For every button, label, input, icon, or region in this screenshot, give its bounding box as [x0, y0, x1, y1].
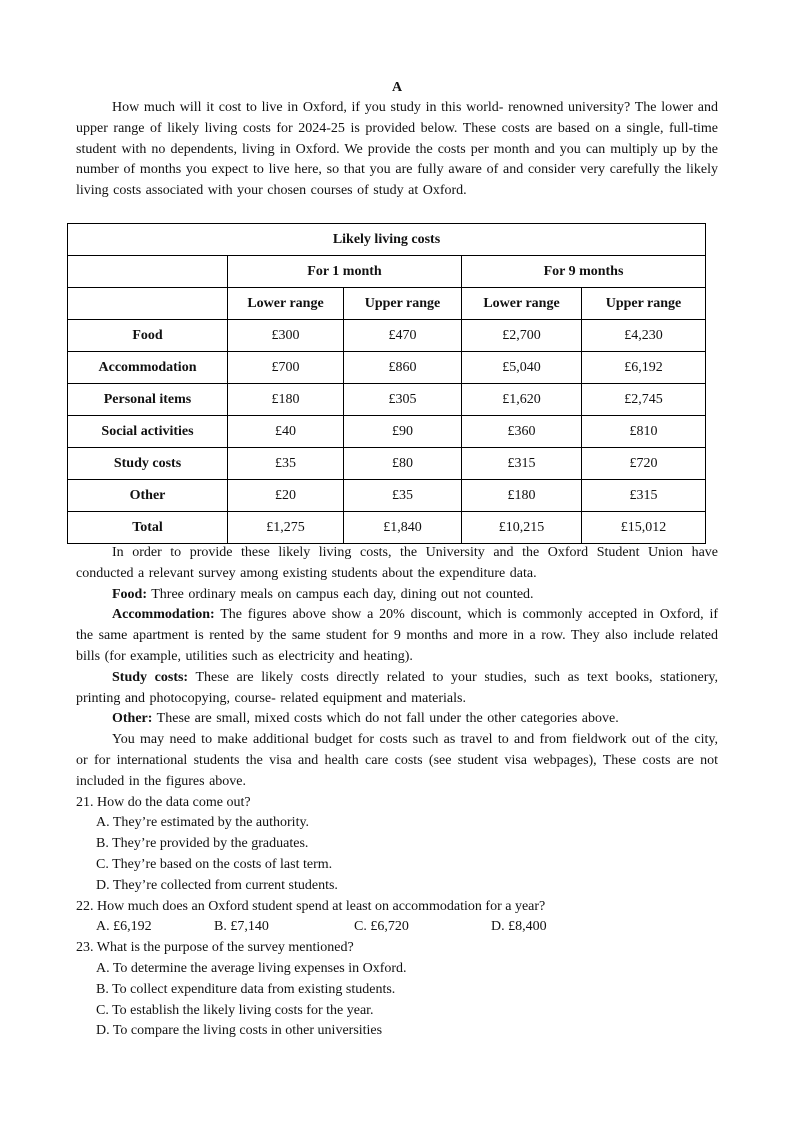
- other-note: [76, 709, 718, 730]
- food-note-text: Three ordinary meals on campus each day, dining out not counted.: [147, 586, 534, 602]
- option-d: D. To compare the living costs in other universities: [96, 1023, 383, 1039]
- cell: £35: [344, 480, 462, 512]
- cell: £15,012: [582, 512, 706, 544]
- other-note-text: These are small, mixed costs which do not fall under the other categories above.: [152, 711, 619, 727]
- table-row: [68, 448, 706, 480]
- option-a: A. They’re estimated by the authority.: [96, 815, 310, 831]
- notes-and-questions: [76, 543, 718, 1042]
- table-row: [68, 384, 706, 416]
- food-note-label: Food:: [112, 586, 147, 602]
- study-costs-note-text: These are likely costs directly related to your studies, such as text books, stationery, printing and photocopying, course- related equipment and materials.: [76, 669, 718, 706]
- question-stem: 22. How much does an Oxford student spend at least on accommodation for a year?: [76, 898, 546, 914]
- option-c: C. To establish the likely living costs for the year.: [96, 1002, 374, 1018]
- additional-paragraph: You may need to make additional budget for costs such as travel to and from fieldwork out of the city, or for international students the visa and health care costs (see student visa webpages), These costs are not included in the figures above.: [76, 732, 718, 789]
- accommodation-note-label: Accommodation:: [112, 607, 215, 623]
- cell: £80: [344, 448, 462, 480]
- table-subheader-row: [68, 288, 706, 320]
- cell: £180: [462, 480, 582, 512]
- survey-paragraph: In order to provide these likely living costs, the University and the Oxford Student Union have conducted a relevant survey among existing students about the expenditure data.: [76, 545, 718, 581]
- accommodation-note: [76, 605, 718, 667]
- cell: £360: [462, 416, 582, 448]
- study-costs-note: [76, 668, 718, 710]
- food-note: [76, 585, 718, 606]
- table-row: [68, 416, 706, 448]
- cell: £1,840: [344, 512, 462, 544]
- row-label: Accommodation: [68, 352, 228, 384]
- group-header-1-month: For 1 month: [228, 256, 462, 288]
- cell: £2,745: [582, 384, 706, 416]
- row-label: Total: [68, 512, 228, 544]
- cell: £6,192: [582, 352, 706, 384]
- intro-paragraph: How much will it cost to live in Oxford, if you study in this world- renowned university? The lower and upper range of likely living costs for 2024-25 is provided below. These costs are based on a single, full-time student with no dependents, living in Oxford. We provide the costs per month and you can multiply up by the number of months you expect to live here, so that you are fully aware of and consider very carefully the likely living costs associated with your chosen courses of study at Oxford.: [76, 100, 718, 199]
- question-23: [76, 938, 718, 1042]
- cell: £470: [344, 320, 462, 352]
- options-row: [76, 917, 718, 938]
- question-stem: 21. How do the data come out?: [76, 794, 251, 810]
- cell: £35: [228, 448, 344, 480]
- cell: £10,215: [462, 512, 582, 544]
- row-label: Personal items: [68, 384, 228, 416]
- subheader: Upper range: [582, 288, 706, 320]
- option-b: B. £7,140: [214, 919, 269, 935]
- option-b: B. They’re provided by the graduates.: [96, 836, 309, 852]
- row-label: Food: [68, 320, 228, 352]
- cell: £315: [582, 480, 706, 512]
- cell: £1,275: [228, 512, 344, 544]
- study-costs-note-label: Study costs:: [112, 669, 189, 685]
- accommodation-note-text: The figures above show a 20% discount, which is commonly accepted in Oxford, if the same apartment is rented by the same student for 9 months and more in a row. They also include related bills (for example, utilities such as electricity and heating).: [76, 607, 718, 664]
- empty-cell: [68, 256, 228, 288]
- subheader: Lower range: [462, 288, 582, 320]
- table-row: [68, 320, 706, 352]
- passage: [76, 78, 718, 202]
- cell: £860: [344, 352, 462, 384]
- living-costs-table: [67, 223, 706, 544]
- table-title: Likely living costs: [68, 224, 706, 256]
- cell: £700: [228, 352, 344, 384]
- table-group-row: [68, 256, 706, 288]
- cell: £315: [462, 448, 582, 480]
- table-row: [68, 352, 706, 384]
- passage-label: A: [391, 80, 403, 95]
- option-b: B. To collect expenditure data from existing students.: [96, 981, 396, 997]
- cell: £305: [344, 384, 462, 416]
- option-a: A. £6,192: [96, 919, 152, 935]
- table-row-total: [68, 512, 706, 544]
- row-label: Social activities: [68, 416, 228, 448]
- cell: £20: [228, 480, 344, 512]
- cell: £40: [228, 416, 344, 448]
- other-note-label: Other:: [112, 711, 153, 727]
- cell: £720: [582, 448, 706, 480]
- row-label: Study costs: [68, 448, 228, 480]
- option-a: A. To determine the average living expenses in Oxford.: [96, 960, 407, 976]
- group-header-9-months: For 9 months: [462, 256, 706, 288]
- empty-cell: [68, 288, 228, 320]
- cell: £2,700: [462, 320, 582, 352]
- table-row: [68, 480, 706, 512]
- cell: £810: [582, 416, 706, 448]
- option-c: C. £6,720: [354, 919, 409, 935]
- cell: £4,230: [582, 320, 706, 352]
- cell: £1,620: [462, 384, 582, 416]
- option-d: D. £8,400: [491, 919, 547, 935]
- option-c: C. They’re based on the costs of last term.: [96, 856, 333, 872]
- cell: £90: [344, 416, 462, 448]
- cell: £5,040: [462, 352, 582, 384]
- question-21: [76, 793, 718, 897]
- subheader: Upper range: [344, 288, 462, 320]
- cell: £180: [228, 384, 344, 416]
- row-label: Other: [68, 480, 228, 512]
- question-22: [76, 897, 718, 939]
- cell: £300: [228, 320, 344, 352]
- table-title-row: [68, 224, 706, 256]
- subheader: Lower range: [228, 288, 344, 320]
- living-costs-table-wrap: [67, 223, 706, 544]
- question-stem: 23. What is the purpose of the survey mentioned?: [76, 940, 354, 956]
- option-d: D. They’re collected from current students.: [96, 877, 338, 893]
